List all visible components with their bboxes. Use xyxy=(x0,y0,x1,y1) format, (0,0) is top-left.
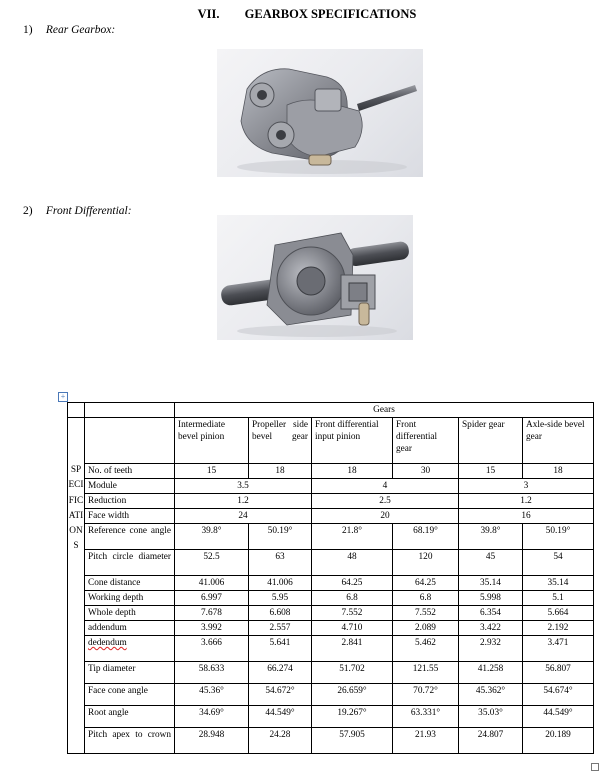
rear-gearbox-illustration xyxy=(217,49,423,177)
table-row xyxy=(68,494,594,509)
table-row xyxy=(68,728,594,754)
caption-text: Rear Gearbox: xyxy=(45,24,116,36)
table-row xyxy=(68,684,594,706)
row-label: Face width xyxy=(85,509,175,524)
table-cell: 45.362° xyxy=(459,684,523,706)
table-cell: 41.006 xyxy=(249,576,312,591)
table-cell: 63.331° xyxy=(393,706,459,728)
table-cell: 35.14 xyxy=(459,576,523,591)
table-cell: 19.267° xyxy=(312,706,393,728)
table-cell: 120 xyxy=(393,550,459,576)
table-cell: 58.633 xyxy=(175,662,249,684)
section-number: VII. xyxy=(197,7,220,21)
table-cell: 6.8 xyxy=(393,591,459,606)
column-header: Propeller side bevel gear xyxy=(249,418,312,464)
table-move-handle-icon[interactable]: + xyxy=(58,392,68,402)
gear-specifications-table xyxy=(67,402,594,754)
table-resize-handle-icon[interactable] xyxy=(591,763,599,771)
table-column-header-row xyxy=(68,418,594,464)
table-cell: 3.666 xyxy=(175,636,249,662)
table-cell: 6.354 xyxy=(459,606,523,621)
table-cell: 34.69° xyxy=(175,706,249,728)
table-row xyxy=(68,591,594,606)
column-header: Front differential gear xyxy=(393,418,459,464)
rear-gearbox-render xyxy=(217,49,423,177)
table-row xyxy=(68,524,594,550)
table-row xyxy=(68,576,594,591)
table-cell: 64.25 xyxy=(393,576,459,591)
table-cell: 18 xyxy=(523,464,594,479)
table-cell: 2.932 xyxy=(459,636,523,662)
table-cell: 35.03° xyxy=(459,706,523,728)
row-label: Root angle xyxy=(85,706,175,728)
table-row xyxy=(68,662,594,684)
column-header: Axle-side bevel gear xyxy=(523,418,594,464)
row-label: Module xyxy=(85,479,175,494)
table-cell-merged: 1.2 xyxy=(175,494,312,509)
table-cell: 5.664 xyxy=(523,606,594,621)
table-cell: 18 xyxy=(312,464,393,479)
table-cell: 45.36° xyxy=(175,684,249,706)
front-differential-render xyxy=(217,215,413,340)
table-cell-merged: 24 xyxy=(175,509,312,524)
table-cell: 50.19° xyxy=(523,524,594,550)
caption-rear-gearbox xyxy=(23,24,115,36)
table-cell: 121.55 xyxy=(393,662,459,684)
table-cell: 51.702 xyxy=(312,662,393,684)
row-label: Reduction xyxy=(85,494,175,509)
table-row xyxy=(68,621,594,636)
table-cell: 28.948 xyxy=(175,728,249,754)
row-label: addendum xyxy=(85,621,175,636)
table-cell: 7.552 xyxy=(312,606,393,621)
table-cell: 44.549° xyxy=(523,706,594,728)
table-cell: 6.8 xyxy=(312,591,393,606)
specifications-side-label: SPECIFICATIONS xyxy=(68,418,85,754)
column-header: Intermediate bevel pinion xyxy=(175,418,249,464)
caption-number: 1) xyxy=(23,24,33,36)
table-cell-merged: 3 xyxy=(459,479,594,494)
table-cell: 66.274 xyxy=(249,662,312,684)
column-header: Spider gear xyxy=(459,418,523,464)
table-cell: 52.5 xyxy=(175,550,249,576)
table-cell: 20.189 xyxy=(523,728,594,754)
table-row xyxy=(68,636,594,662)
table-cell: 54 xyxy=(523,550,594,576)
table-cell: 3.422 xyxy=(459,621,523,636)
row-label: Pitch apex to crown xyxy=(85,728,175,754)
table-cell: 24.807 xyxy=(459,728,523,754)
table-cell: 3.992 xyxy=(175,621,249,636)
table-cell: 21.8° xyxy=(312,524,393,550)
table-row xyxy=(68,509,594,524)
table-cell: 6.608 xyxy=(249,606,312,621)
row-label: Pitch circle diameter xyxy=(85,550,175,576)
table-cell: 64.25 xyxy=(312,576,393,591)
table-cell: 4.710 xyxy=(312,621,393,636)
table-group-header-row xyxy=(68,403,594,418)
column-header: Front differential input pinion xyxy=(312,418,393,464)
section-heading xyxy=(0,7,614,22)
table-cell: 44.549° xyxy=(249,706,312,728)
table-cell: 5.95 xyxy=(249,591,312,606)
table-cell: 24.28 xyxy=(249,728,312,754)
table-cell: 2.089 xyxy=(393,621,459,636)
row-label: Whole depth xyxy=(85,606,175,621)
table-cell: 5.998 xyxy=(459,591,523,606)
row-label: Working depth xyxy=(85,591,175,606)
table-cell: 26.659° xyxy=(312,684,393,706)
table-row xyxy=(68,606,594,621)
table-row xyxy=(68,479,594,494)
table-cell: 50.19° xyxy=(249,524,312,550)
table-cell: 2.192 xyxy=(523,621,594,636)
front-differential-illustration xyxy=(217,215,413,340)
table-row xyxy=(68,464,594,479)
table-cell: 5.462 xyxy=(393,636,459,662)
table-cell: 41.258 xyxy=(459,662,523,684)
row-label: Face cone angle xyxy=(85,684,175,706)
caption-front-differential xyxy=(23,205,132,217)
table-cell-merged: 3.5 xyxy=(175,479,312,494)
row-label: Tip diameter xyxy=(85,662,175,684)
table-row xyxy=(68,706,594,728)
table-cell: 6.997 xyxy=(175,591,249,606)
table-cell: 5.641 xyxy=(249,636,312,662)
table-cell: 18 xyxy=(249,464,312,479)
table-cell: 5.1 xyxy=(523,591,594,606)
table-cell-merged: 20 xyxy=(312,509,459,524)
caption-text: Front Differential: xyxy=(45,205,132,217)
section-title: GEARBOX SPECIFICATIONS xyxy=(244,7,417,21)
table-cell: 7.678 xyxy=(175,606,249,621)
table-cell-merged: 1.2 xyxy=(459,494,594,509)
row-label: No. of teeth xyxy=(85,464,175,479)
table-cell: 54.674° xyxy=(523,684,594,706)
table-cell: 2.557 xyxy=(249,621,312,636)
table-cell: 48 xyxy=(312,550,393,576)
table-cell: 35.14 xyxy=(523,576,594,591)
table-cell: 41.006 xyxy=(175,576,249,591)
row-label: Reference cone angle xyxy=(85,524,175,550)
caption-number: 2) xyxy=(23,205,33,217)
table-cell: 68.19° xyxy=(393,524,459,550)
table-cell: 15 xyxy=(459,464,523,479)
table-cell: 57.905 xyxy=(312,728,393,754)
table-cell-merged: 4 xyxy=(312,479,459,494)
table-cell: 30 xyxy=(393,464,459,479)
table-cell: 54.672° xyxy=(249,684,312,706)
table-cell: 56.807 xyxy=(523,662,594,684)
row-label: dedendum xyxy=(85,636,175,662)
table-cell-merged: 16 xyxy=(459,509,594,524)
table-cell: 21.93 xyxy=(393,728,459,754)
table-cell: 63 xyxy=(249,550,312,576)
table-cell: 39.8° xyxy=(459,524,523,550)
gears-header: Gears xyxy=(175,403,594,418)
table-cell: 7.552 xyxy=(393,606,459,621)
table-cell: 45 xyxy=(459,550,523,576)
table-cell: 2.841 xyxy=(312,636,393,662)
row-label: Cone distance xyxy=(85,576,175,591)
table-cell: 70.72° xyxy=(393,684,459,706)
table-cell: 15 xyxy=(175,464,249,479)
table-cell: 3.471 xyxy=(523,636,594,662)
table-cell-merged: 2.5 xyxy=(312,494,459,509)
table-cell: 39.8° xyxy=(175,524,249,550)
table-row xyxy=(68,550,594,576)
